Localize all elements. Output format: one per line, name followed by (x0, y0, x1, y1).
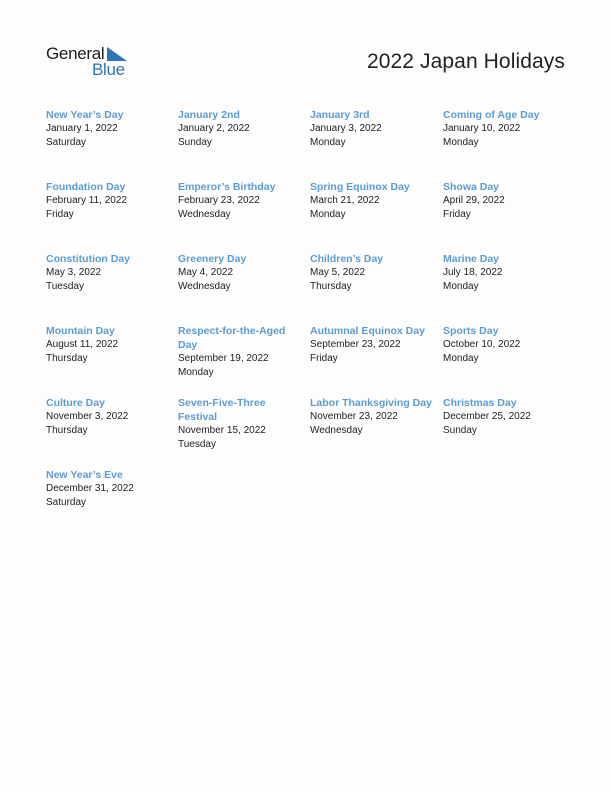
holiday-name: Marine Day (443, 253, 500, 265)
holiday-name: Mountain Day (46, 325, 115, 337)
holiday-item (443, 396, 576, 468)
holiday-date: May 4, 2022 (178, 267, 234, 278)
holiday-name: January 2nd (178, 109, 240, 121)
holiday-name: Coming of Age Day (443, 109, 540, 121)
holiday-item (443, 324, 576, 396)
holiday-item (443, 252, 576, 324)
general-blue-logo (46, 44, 136, 80)
holiday-item (46, 108, 178, 180)
holiday-weekday: Friday (46, 209, 74, 220)
holiday-date: September 23, 2022 (310, 339, 401, 350)
holiday-date: February 11, 2022 (46, 195, 127, 206)
holiday-name: January 3rd (310, 109, 370, 121)
holiday-name: New Year’s Eve (46, 469, 123, 481)
holiday-weekday: Tuesday (46, 281, 84, 292)
holiday-item (310, 324, 443, 396)
holiday-name: Labor Thanksgiving Day (310, 397, 432, 409)
holiday-name: Constitution Day (46, 253, 130, 265)
holiday-weekday: Thursday (310, 281, 352, 292)
holiday-item (310, 396, 443, 468)
holiday-name: Sports Day (443, 325, 499, 337)
holiday-date: September 19, 2022 (178, 353, 269, 364)
holiday-weekday: Tuesday (178, 439, 216, 450)
holiday-date: November 23, 2022 (310, 411, 398, 422)
holiday-date: April 29, 2022 (443, 195, 505, 206)
holiday-name: Seven-Five-Three Festival (178, 397, 266, 423)
holiday-name: New Year’s Day (46, 109, 124, 121)
holiday-date: July 18, 2022 (443, 267, 503, 278)
holiday-weekday: Thursday (46, 353, 88, 364)
holiday-item (178, 324, 310, 396)
page-title: 2022 Japan Holidays (366, 50, 565, 73)
holiday-weekday: Monday (443, 137, 479, 148)
holiday-date: November 15, 2022 (178, 425, 266, 436)
holiday-item (46, 180, 178, 252)
holiday-name: Greenery Day (178, 253, 247, 265)
holiday-name: Christmas Day (443, 397, 517, 409)
holiday-date: January 1, 2022 (46, 123, 118, 134)
holiday-item (178, 108, 310, 180)
holiday-weekday: Wednesday (310, 425, 363, 436)
holiday-date: May 5, 2022 (310, 267, 366, 278)
holiday-item (46, 396, 178, 468)
holiday-date: October 10, 2022 (443, 339, 521, 350)
holiday-weekday: Saturday (46, 497, 87, 508)
holiday-date: February 23, 2022 (178, 195, 260, 206)
holiday-item (178, 396, 310, 468)
holiday-weekday: Saturday (46, 137, 87, 148)
holiday-name: Culture Day (46, 397, 105, 409)
holiday-item (178, 252, 310, 324)
holiday-weekday: Monday (310, 137, 346, 148)
holiday-item (443, 180, 576, 252)
holiday-weekday: Sunday (178, 137, 212, 148)
holiday-name: Spring Equinox Day (310, 181, 410, 193)
holiday-weekday: Wednesday (178, 209, 231, 220)
logo-triangle-icon (107, 47, 127, 61)
holiday-name: Respect-for-the-Aged Day (178, 325, 286, 351)
holiday-weekday: Friday (443, 209, 471, 220)
holiday-item (310, 180, 443, 252)
holiday-item (46, 252, 178, 324)
holiday-weekday: Monday (310, 209, 346, 220)
holiday-grid (46, 108, 576, 540)
holiday-name: Showa Day (443, 181, 500, 193)
holiday-weekday: Monday (443, 353, 479, 364)
holiday-weekday: Monday (443, 281, 479, 292)
logo-word-blue: Blue (92, 60, 125, 79)
holiday-date: August 11, 2022 (46, 339, 119, 350)
holiday-name: Foundation Day (46, 181, 126, 193)
holiday-weekday: Thursday (46, 425, 88, 436)
holiday-date: January 10, 2022 (443, 123, 521, 134)
holiday-date: May 3, 2022 (46, 267, 102, 278)
holiday-weekday: Monday (178, 367, 214, 378)
holiday-date: December 31, 2022 (46, 483, 134, 494)
holiday-weekday: Sunday (443, 425, 477, 436)
holiday-name: Children’s Day (310, 253, 384, 265)
holiday-name: Emperor’s Birthday (178, 181, 276, 193)
holiday-weekday: Friday (310, 353, 338, 364)
holiday-item (46, 468, 178, 540)
holiday-date: January 3, 2022 (310, 123, 382, 134)
holiday-item (310, 108, 443, 180)
holiday-item (443, 108, 576, 180)
holiday-date: December 25, 2022 (443, 411, 531, 422)
holiday-weekday: Wednesday (178, 281, 231, 292)
holiday-item (178, 180, 310, 252)
holiday-name: Autumnal Equinox Day (310, 325, 425, 337)
holiday-item (310, 252, 443, 324)
holiday-item (46, 324, 178, 396)
holiday-date: January 2, 2022 (178, 123, 250, 134)
holiday-date: November 3, 2022 (46, 411, 129, 422)
logo-word-general: General (46, 44, 105, 63)
holiday-date: March 21, 2022 (310, 195, 380, 206)
